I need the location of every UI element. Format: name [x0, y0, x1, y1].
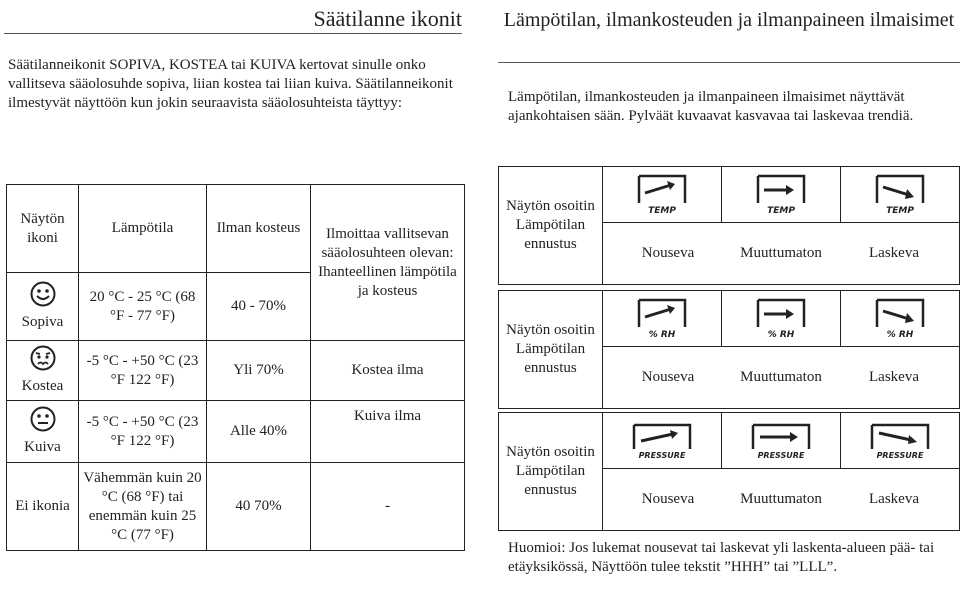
icon-cell	[7, 341, 79, 401]
smiling-face-icon	[30, 281, 56, 307]
trend-steady: Muuttumaton	[740, 369, 822, 385]
header-cell-indicates	[311, 185, 465, 341]
svg-text:% RH: % RH	[648, 329, 676, 340]
humidity-rising-icon	[635, 297, 689, 341]
svg-text:PRESSURE: PRESSURE	[876, 450, 924, 460]
temperature-cell: Vähemmän kuin 20 °C (68 °F) tai enemmän kuin 25 °C (77 °F)	[79, 463, 207, 551]
trend-falling: Laskeva	[869, 245, 919, 261]
humidity-indicator-table	[498, 290, 960, 409]
svg-text:TEMP: TEMP	[886, 205, 914, 216]
trend-falling: Laskeva	[869, 369, 919, 385]
temp-rising-icon	[635, 173, 689, 217]
label-bottom: Lämpötilan ennustus	[515, 341, 586, 376]
header-cell-humidity: Ilman kosteus	[207, 185, 311, 273]
label-bottom: Lämpötilan ennustus	[515, 463, 586, 498]
label-top: Näytön osoitin	[506, 322, 595, 338]
trend-cell	[603, 223, 960, 285]
pressure-steady-icon	[750, 421, 812, 461]
temperature-cell: -5 °C - +50 °C (23 °F 122 °F)	[79, 341, 207, 401]
humidity-cell: Yli 70%	[207, 341, 311, 401]
icon-cell	[722, 167, 841, 223]
table-row	[7, 401, 465, 463]
humidity-cell: Alle 40%	[207, 401, 311, 463]
icon-label: Kostea	[21, 378, 64, 394]
label-cell	[499, 167, 603, 285]
icon-row	[499, 291, 960, 347]
temp-falling-icon	[873, 173, 927, 217]
icon-label: Kuiva	[24, 439, 61, 455]
icon-cell	[722, 413, 841, 469]
trend-cell	[603, 347, 960, 409]
header-cell-temperature: Lämpötila	[79, 185, 207, 273]
svg-text:% RH: % RH	[767, 329, 795, 340]
humidity-steady-icon	[754, 297, 808, 341]
icon-label: Sopiva	[21, 314, 64, 330]
icon-cell	[7, 273, 79, 341]
title-divider	[498, 62, 960, 63]
icon-cell	[7, 401, 79, 463]
temperature-cell: -5 °C - +50 °C (23 °F 122 °F)	[79, 401, 207, 463]
icon-cell	[841, 167, 960, 223]
svg-text:TEMP: TEMP	[767, 205, 795, 216]
temp-steady-icon	[754, 173, 808, 217]
label-cell	[499, 413, 603, 531]
icon-cell	[841, 291, 960, 347]
temperature-cell: 20 °C - 25 °C (68 °F - 77 °F)	[79, 273, 207, 341]
icon-cell	[722, 291, 841, 347]
pressure-rising-icon	[631, 421, 693, 461]
label-bottom: Lämpötilan ennustus	[515, 217, 586, 252]
pressure-falling-icon	[869, 421, 931, 461]
indicates-header: Ilmoittaa vallitsevan sääolosuhteen olevan:	[321, 225, 454, 261]
icon-cell	[603, 413, 722, 469]
title-divider	[4, 33, 462, 34]
temperature-indicator-table	[498, 166, 960, 285]
humidity-cell: 40 70%	[207, 463, 311, 551]
icon-cell	[841, 413, 960, 469]
icon-row	[499, 167, 960, 223]
label-top: Näytön osoitin	[506, 198, 595, 214]
svg-text:% RH: % RH	[886, 329, 914, 340]
section-title: Lämpötilan, ilmankosteuden ja ilmanpaineen ilmaisimet	[503, 9, 955, 31]
trend-rising: Nouseva	[641, 491, 695, 507]
indicates-cell: -	[311, 463, 465, 551]
neutral-face-icon	[30, 406, 56, 432]
trend-cell	[603, 469, 960, 531]
intro-paragraph: Lämpötilan, ilmankosteuden ja ilmanpaineen ilmaisimet näyttävät ajankohtaisen sään. Pylväät kuvaavat kasvavaa tai laskevaa trendiä.	[508, 89, 914, 124]
svg-text:PRESSURE: PRESSURE	[638, 450, 686, 460]
icon-cell	[603, 291, 722, 347]
icon-cell: Ei ikonia	[7, 463, 79, 551]
icon-row	[499, 413, 960, 469]
humidity-falling-icon	[873, 297, 927, 341]
ideal-condition-text: Ihanteellinen lämpötila ja kosteus	[318, 263, 457, 299]
humidity-cell: 40 - 70%	[207, 273, 311, 341]
comfort-icon-table	[6, 184, 465, 551]
table-header-row	[7, 185, 465, 273]
trend-rising: Nouseva	[641, 369, 695, 385]
page-title: Säätilanne ikonit	[313, 6, 462, 31]
footnote: Huomioi: Jos lukemat nousevat tai laskevat yli laskenta-alueen pää- tai etäyksikössä, Näyttöön tulee tekstit ”HHH” tai ”LLL”.	[508, 540, 935, 575]
svg-text:TEMP: TEMP	[648, 205, 676, 216]
icon-cell	[603, 167, 722, 223]
pressure-indicator-table	[498, 412, 960, 531]
worried-face-icon	[30, 345, 56, 371]
svg-text:PRESSURE: PRESSURE	[757, 450, 805, 460]
label-cell	[499, 291, 603, 409]
indicates-cell: Kostea ilma	[311, 341, 465, 401]
table-row	[7, 463, 465, 551]
trend-steady: Muuttumaton	[740, 491, 822, 507]
trend-rising: Nouseva	[641, 245, 695, 261]
indicates-cell: Kuiva ilma	[311, 401, 465, 463]
trend-steady: Muuttumaton	[740, 245, 822, 261]
trend-falling: Laskeva	[869, 491, 919, 507]
table-row	[7, 341, 465, 401]
intro-paragraph: Säätilanneikonit SOPIVA, KOSTEA tai KUIVA kertovat sinulle onko vallitseva sääolosuhde sopiva, liian kostea tai liian kuiva. Säätilanneikonit ilmestyvät näyttöön kun jokin seuraavista sääolosuhteista täyttyy:	[8, 57, 453, 111]
header-cell-icon: Näytön ikoni	[7, 185, 79, 273]
label-top: Näytön osoitin	[506, 444, 595, 460]
